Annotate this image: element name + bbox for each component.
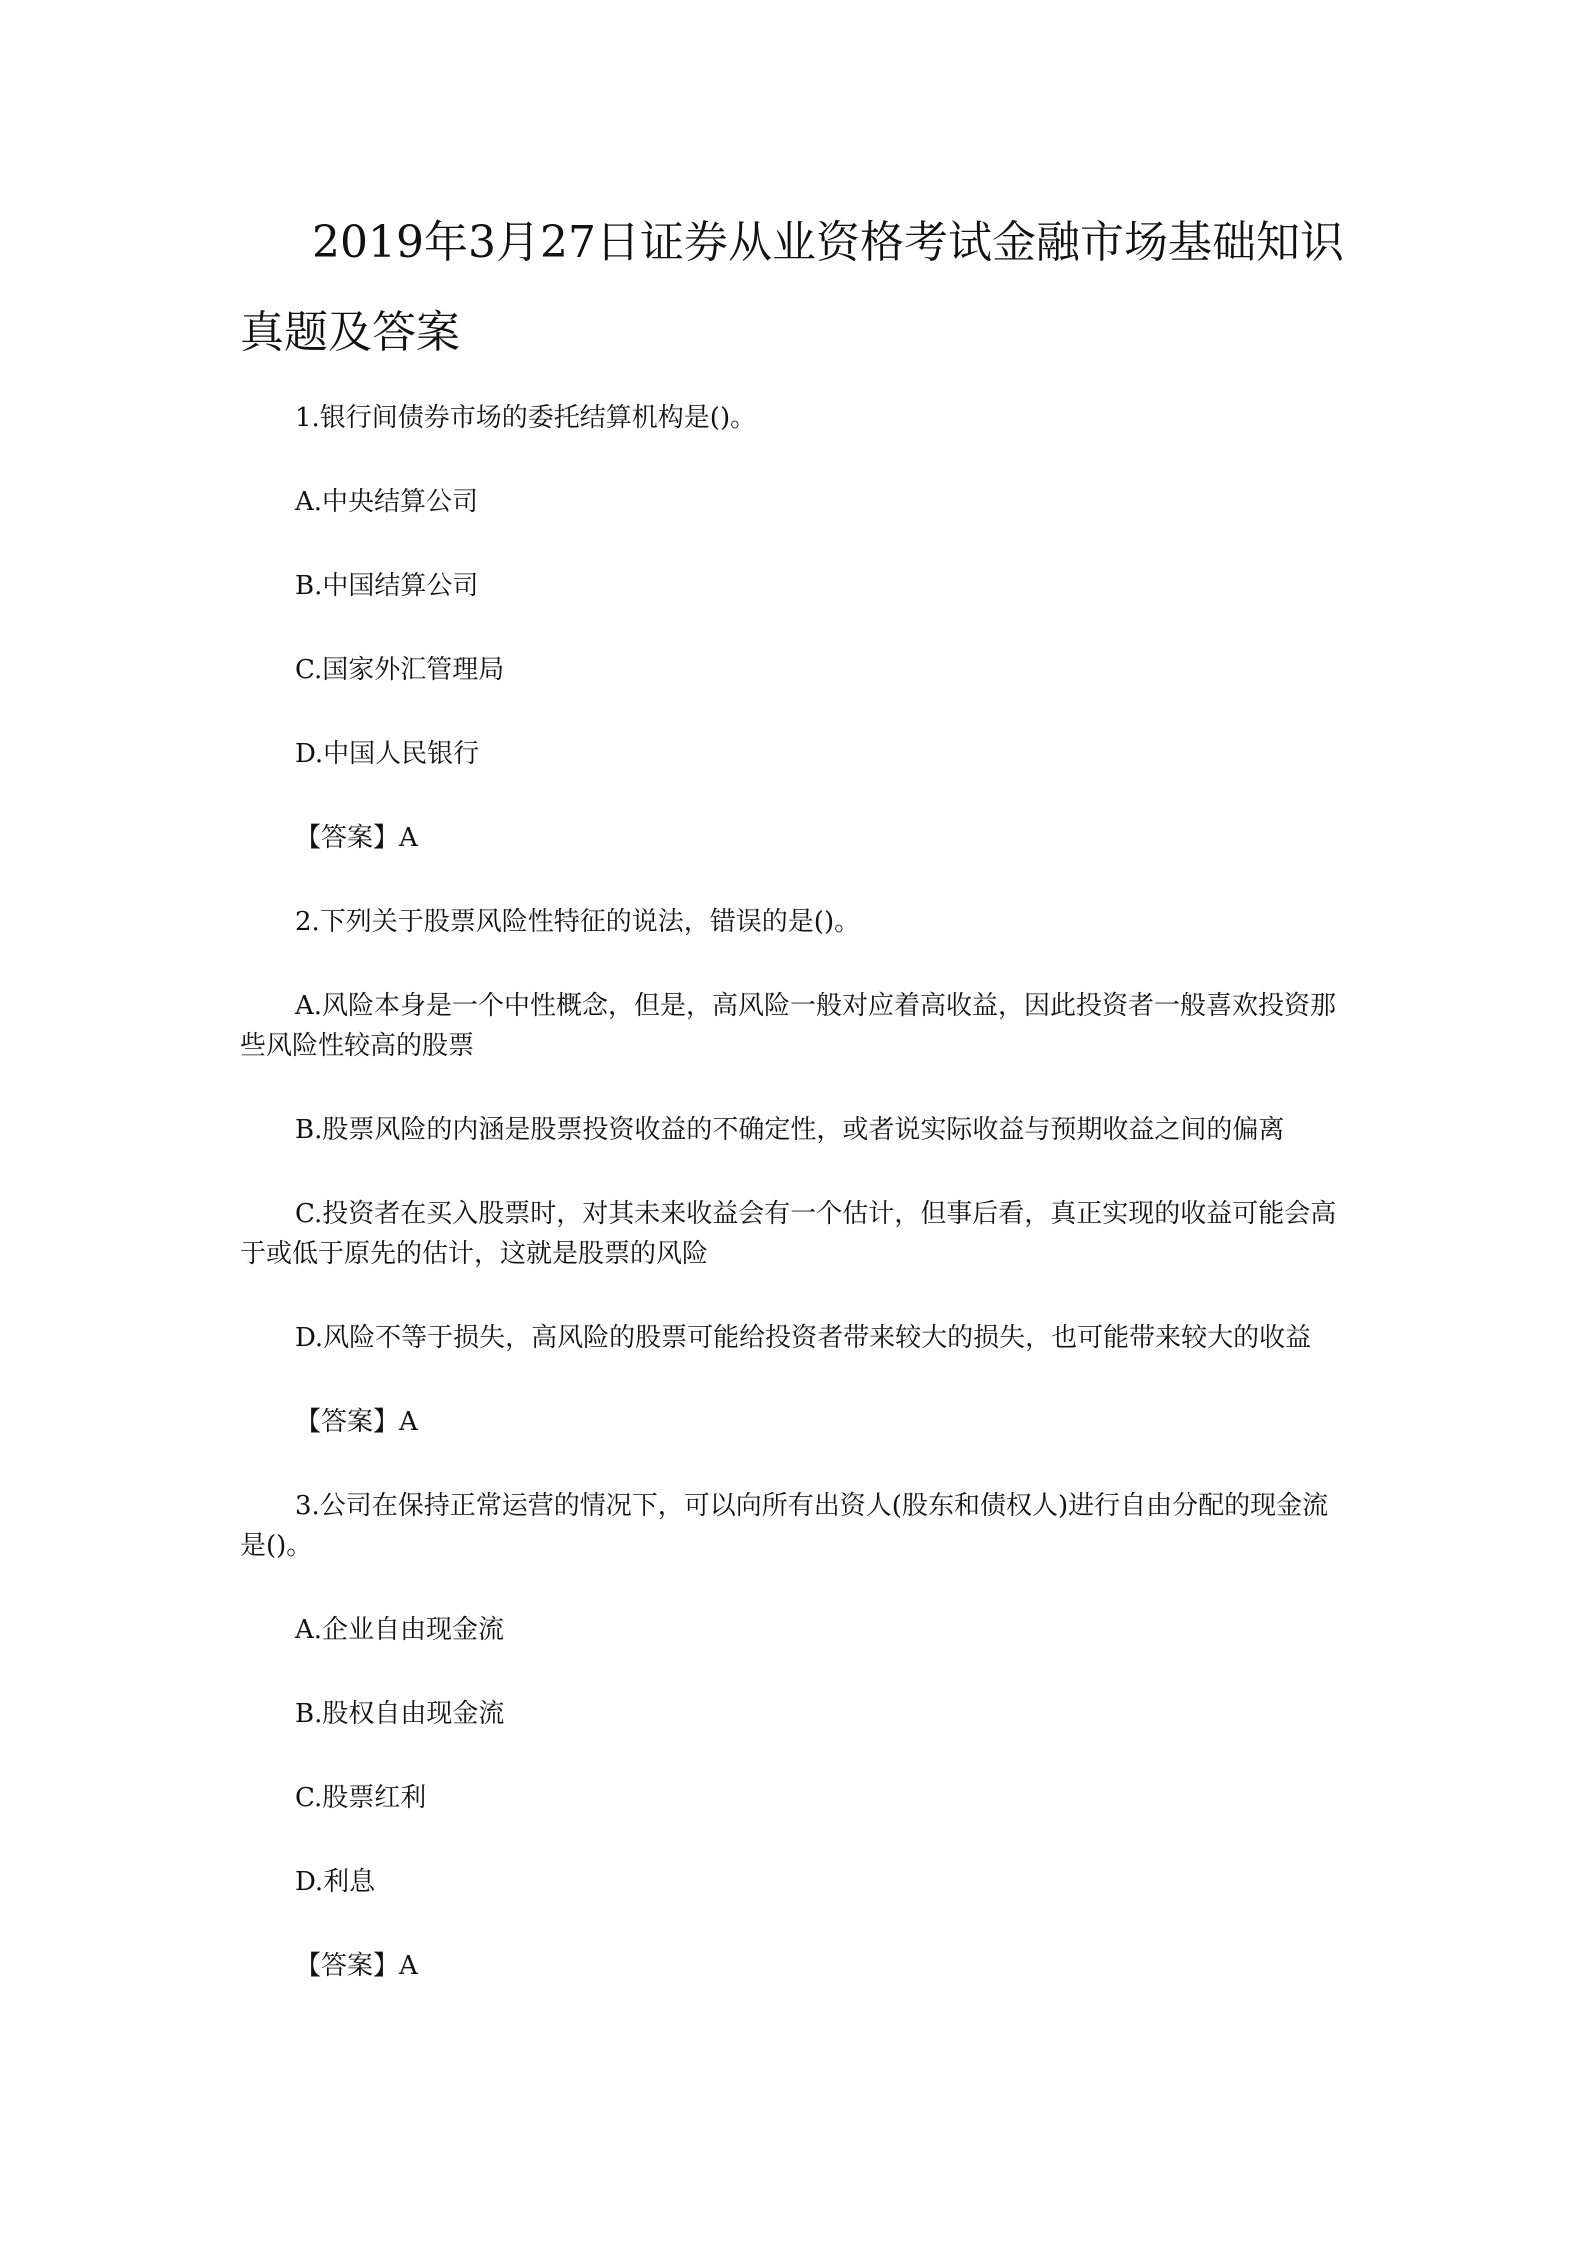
question-1: 1.银行间债券市场的委托结算机构是()。 (295, 403, 757, 433)
question-3-option-a: A.企业自由现金流 (295, 1615, 505, 1645)
document-title: 2019年3月27日证券从业资格考试金融市场基础知识真题及答案 (240, 217, 1344, 358)
question-3-option-c: C.股票红利 (295, 1783, 427, 1813)
question-2: 2.下列关于股票风险性特征的说法，错误的是()。 (295, 907, 861, 937)
document-body (240, 398, 1350, 2030)
question-2-option-a: A.风险本身是一个中性概念，但是，高风险一般对应着高收益，因此投资者一般喜欢投资那些风险性较高的股票 (240, 991, 1337, 1061)
question-1-option-c: C.国家外汇管理局 (295, 655, 505, 685)
question-1-answer: 【答案】A (295, 823, 418, 853)
question-2-option-d: D.风险不等于损失，高风险的股票可能给投资者带来较大的损失，也可能带来较大的收益 (295, 1323, 1312, 1353)
question-2-option-b: B.股票风险的内涵是股票投资收益的不确定性，或者说实际收益与预期收益之间的偏离 (295, 1115, 1285, 1145)
question-1-option-a: A.中央结算公司 (295, 487, 479, 517)
question-2-answer: 【答案】A (295, 1407, 418, 1437)
question-1-option-d: D.中国人民银行 (295, 739, 480, 769)
question-1-option-b: B.中国结算公司 (295, 571, 479, 601)
question-3-option-d: D.利息 (295, 1867, 376, 1897)
question-3-answer: 【答案】A (295, 1951, 418, 1981)
question-3: 3.公司在保持正常运营的情况下，可以向所有出资人(股东和债权人)进行自由分配的现金流是()。 (240, 1491, 1329, 1561)
question-3-option-b: B.股权自由现金流 (295, 1699, 505, 1729)
question-2-option-c: C.投资者在买入股票时，对其未来收益会有一个估计，但事后看，真正实现的收益可能会高于或低于原先的估计，这就是股票的风险 (240, 1199, 1337, 1269)
